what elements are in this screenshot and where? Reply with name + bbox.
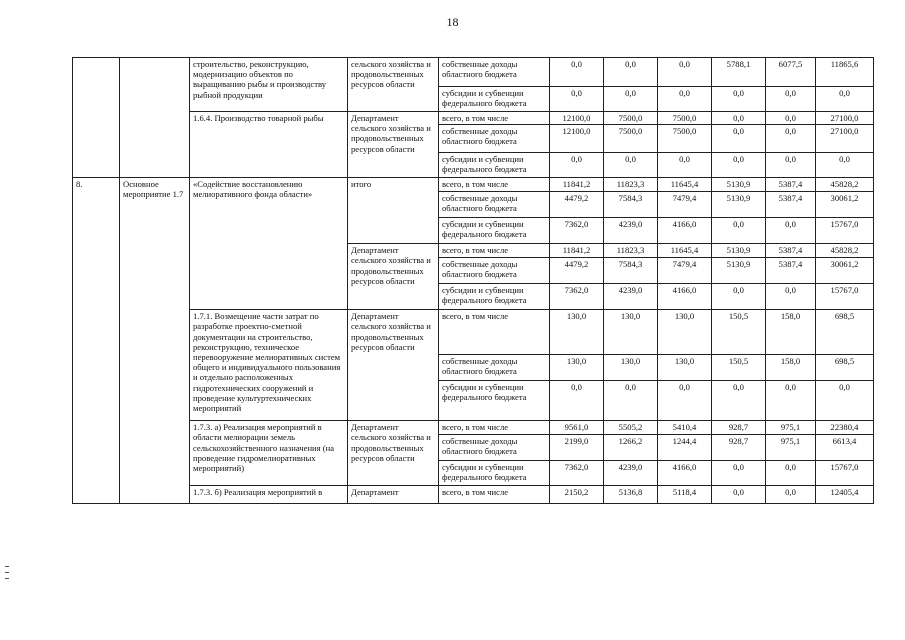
funding-source-cell: всего, в том числе	[439, 112, 550, 125]
value-cell: 4166,0	[658, 284, 712, 310]
value-cell: 7362,0	[550, 284, 604, 310]
value-cell: 27100,0	[816, 112, 874, 125]
value-cell: 2199,0	[550, 435, 604, 461]
value-cell: 0,0	[712, 486, 766, 504]
value-cell: 698,5	[816, 310, 874, 355]
value-cell: 7479,4	[658, 192, 712, 218]
page-number: 18	[446, 15, 459, 29]
value-cell: 11841,2	[550, 244, 604, 258]
value-cell: 130,0	[658, 310, 712, 355]
value-cell: 11865,6	[816, 58, 874, 87]
event-name-cell: строительство, реконструкцию, модернизацию объектов по выращиванию рыбы и производству рыбной продукции	[190, 58, 348, 112]
value-cell: 15767,0	[816, 218, 874, 244]
value-cell: 5130,9	[712, 258, 766, 284]
funding-source-cell: субсидии и субвенции федерального бюджета	[439, 153, 550, 178]
executor-cell: Департамент	[348, 486, 439, 504]
value-cell: 5130,9	[712, 192, 766, 218]
table-row	[73, 112, 874, 125]
value-cell: 45828,2	[816, 244, 874, 258]
funding-source-cell: собственные доходы областного бюджета	[439, 435, 550, 461]
value-cell: 5387,4	[766, 258, 816, 284]
value-cell: 2150,2	[550, 486, 604, 504]
value-cell: 158,0	[766, 310, 816, 355]
value-cell: 5410,4	[658, 421, 712, 435]
event-name-cell: 1.7.3. а) Реализация мероприятий в области мелиорации земель сельскохозяйственного назначения (на проведение гидромелиоративных мероприятий)	[190, 421, 348, 486]
value-cell: 1244,4	[658, 435, 712, 461]
value-cell: 30061,2	[816, 258, 874, 284]
value-cell: 12405,4	[816, 486, 874, 504]
executor-cell: итого	[348, 178, 439, 244]
value-cell: 0,0	[712, 153, 766, 178]
value-cell: 7479,4	[658, 258, 712, 284]
value-cell: 5788,1	[712, 58, 766, 87]
scan-edge-mark	[5, 572, 9, 573]
value-cell: 7362,0	[550, 461, 604, 486]
value-cell: 0,0	[816, 153, 874, 178]
funding-source-cell: субсидии и субвенции федерального бюджета	[439, 284, 550, 310]
value-cell: 150,5	[712, 310, 766, 355]
value-cell: 5130,9	[712, 178, 766, 192]
value-cell: 158,0	[766, 355, 816, 381]
value-cell: 15767,0	[816, 284, 874, 310]
executor-cell: Департамент сельского хозяйства и продовольственных ресурсов области	[348, 244, 439, 310]
value-cell: 130,0	[658, 355, 712, 381]
table-row	[73, 486, 874, 504]
value-cell: 0,0	[712, 381, 766, 421]
value-cell: 4166,0	[658, 218, 712, 244]
value-cell: 4166,0	[658, 461, 712, 486]
funding-source-cell: субсидии и субвенции федерального бюджета	[439, 218, 550, 244]
event-name-cell: 1.7.3. б) Реализация мероприятий в	[190, 486, 348, 504]
value-cell: 0,0	[658, 381, 712, 421]
value-cell: 0,0	[766, 125, 816, 153]
value-cell: 1266,2	[604, 435, 658, 461]
value-cell: 0,0	[766, 218, 816, 244]
value-cell: 0,0	[658, 153, 712, 178]
value-cell: 928,7	[712, 435, 766, 461]
value-cell: 0,0	[766, 461, 816, 486]
funding-source-cell: собственные доходы областного бюджета	[439, 258, 550, 284]
funding-source-cell: собственные доходы областного бюджета	[439, 192, 550, 218]
funding-source-cell: всего, в том числе	[439, 421, 550, 435]
value-cell: 0,0	[712, 112, 766, 125]
value-cell: 0,0	[712, 284, 766, 310]
value-cell: 11823,3	[604, 178, 658, 192]
value-cell: 130,0	[550, 310, 604, 355]
value-cell: 5136,8	[604, 486, 658, 504]
value-cell: 30061,2	[816, 192, 874, 218]
value-cell: 27100,0	[816, 125, 874, 153]
table-row	[73, 58, 874, 87]
value-cell: 4239,0	[604, 218, 658, 244]
value-cell: 5505,2	[604, 421, 658, 435]
value-cell: 0,0	[658, 87, 712, 112]
value-cell: 0,0	[766, 284, 816, 310]
value-cell: 7584,3	[604, 258, 658, 284]
value-cell: 0,0	[604, 58, 658, 87]
value-cell: 4239,0	[604, 461, 658, 486]
value-cell: 5387,4	[766, 178, 816, 192]
main-event-cell	[120, 58, 190, 178]
value-cell: 5387,4	[766, 244, 816, 258]
value-cell: 0,0	[766, 381, 816, 421]
value-cell: 130,0	[604, 310, 658, 355]
value-cell: 698,5	[816, 355, 874, 381]
funding-source-cell: собственные доходы областного бюджета	[439, 355, 550, 381]
event-name-cell: «Содействие восстановлению мелиоративного фонда области»	[190, 178, 348, 310]
value-cell: 15767,0	[816, 461, 874, 486]
funding-source-cell: всего, в том числе	[439, 178, 550, 192]
funding-source-cell: всего, в том числе	[439, 310, 550, 355]
funding-source-cell: всего, в том числе	[439, 486, 550, 504]
value-cell: 975,1	[766, 421, 816, 435]
value-cell: 0,0	[550, 381, 604, 421]
value-cell: 975,1	[766, 435, 816, 461]
funding-source-cell: субсидии и субвенции федерального бюджета	[439, 87, 550, 112]
value-cell: 45828,2	[816, 178, 874, 192]
value-cell: 12100,0	[550, 112, 604, 125]
value-cell: 6613,4	[816, 435, 874, 461]
value-cell: 4239,0	[604, 284, 658, 310]
value-cell: 4479,2	[550, 258, 604, 284]
value-cell: 7362,0	[550, 218, 604, 244]
value-cell: 0,0	[766, 112, 816, 125]
funding-source-cell: субсидии и субвенции федерального бюджета	[439, 461, 550, 486]
executor-cell: Департамент сельского хозяйства и продовольственных ресурсов области	[348, 421, 439, 486]
value-cell: 0,0	[550, 153, 604, 178]
value-cell: 0,0	[816, 381, 874, 421]
value-cell: 0,0	[550, 58, 604, 87]
executor-cell: сельского хозяйства и продовольственных ресурсов области	[348, 58, 439, 112]
executor-cell: Департамент сельского хозяйства и продовольственных ресурсов области	[348, 310, 439, 421]
value-cell: 150,5	[712, 355, 766, 381]
event-name-cell: 1.6.4. Производство товарной рыбы	[190, 112, 348, 178]
value-cell: 7500,0	[604, 112, 658, 125]
value-cell: 0,0	[658, 58, 712, 87]
value-cell: 0,0	[766, 153, 816, 178]
value-cell: 0,0	[712, 461, 766, 486]
value-cell: 7500,0	[658, 125, 712, 153]
value-cell: 130,0	[604, 355, 658, 381]
value-cell: 11645,4	[658, 178, 712, 192]
value-cell: 0,0	[712, 125, 766, 153]
value-cell: 0,0	[816, 87, 874, 112]
budget-table	[72, 57, 874, 504]
value-cell: 11645,4	[658, 244, 712, 258]
value-cell: 0,0	[604, 381, 658, 421]
value-cell: 0,0	[604, 153, 658, 178]
value-cell: 0,0	[604, 87, 658, 112]
executor-cell: Департамент сельского хозяйства и продовольственных ресурсов области	[348, 112, 439, 178]
value-cell: 9561,0	[550, 421, 604, 435]
value-cell: 12100,0	[550, 125, 604, 153]
row-number-cell	[73, 58, 120, 178]
value-cell: 5130,9	[712, 244, 766, 258]
value-cell: 0,0	[712, 218, 766, 244]
row-number-cell: 8.	[73, 178, 120, 504]
table-row	[73, 421, 874, 435]
value-cell: 4479,2	[550, 192, 604, 218]
value-cell: 11823,3	[604, 244, 658, 258]
value-cell: 0,0	[550, 87, 604, 112]
value-cell: 6077,5	[766, 58, 816, 87]
value-cell: 0,0	[712, 87, 766, 112]
value-cell: 7500,0	[658, 112, 712, 125]
funding-source-cell: собственные доходы областного бюджета	[439, 125, 550, 153]
funding-source-cell: субсидии и субвенции федерального бюджета	[439, 381, 550, 421]
scan-edge-mark	[5, 566, 9, 567]
table-row	[73, 178, 874, 192]
value-cell: 130,0	[550, 355, 604, 381]
value-cell: 7584,3	[604, 192, 658, 218]
value-cell: 0,0	[766, 486, 816, 504]
value-cell: 22380,4	[816, 421, 874, 435]
main-event-cell: Основное мероприятие 1.7	[120, 178, 190, 504]
value-cell: 11841,2	[550, 178, 604, 192]
value-cell: 5118,4	[658, 486, 712, 504]
value-cell: 0,0	[766, 87, 816, 112]
event-name-cell: 1.7.1. Возмещение части затрат по разработке проектно-сметной документации на строительство, реконструкцию, техническое перевооружение мелиоративных систем общего и индивидуального пользования и отдельно расположенных гидротехнических сооружений и проведение культуртехнических мероприятий	[190, 310, 348, 421]
table-row	[73, 310, 874, 355]
value-cell: 928,7	[712, 421, 766, 435]
scan-edge-mark	[5, 578, 9, 579]
funding-source-cell: всего, в том числе	[439, 244, 550, 258]
value-cell: 5387,4	[766, 192, 816, 218]
funding-source-cell: собственные доходы областного бюджета	[439, 58, 550, 87]
value-cell: 7500,0	[604, 125, 658, 153]
